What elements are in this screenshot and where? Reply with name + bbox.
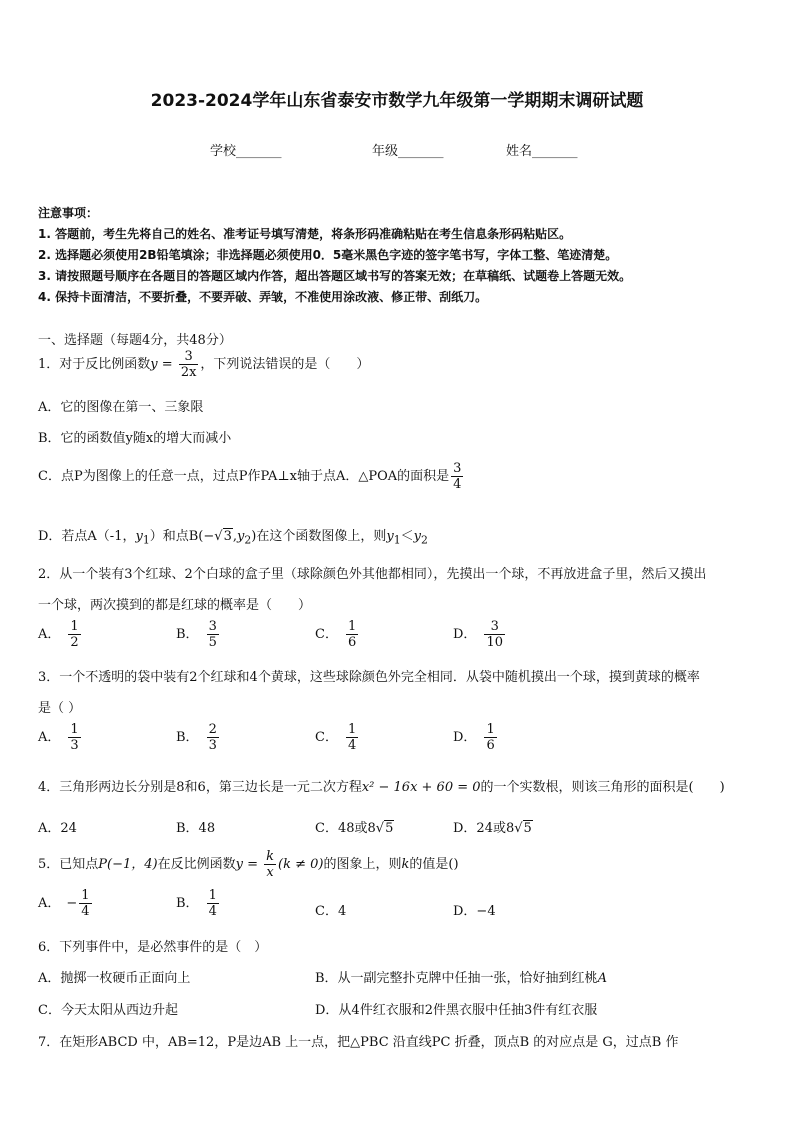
q6-option-c: C．今天太阳从西边升起 (38, 1003, 178, 1018)
q4-option-a: A．24 (38, 821, 77, 836)
q5-fraction (264, 850, 276, 879)
opt-label: A． (38, 627, 61, 643)
q6-option-b (315, 967, 607, 986)
opt-num: 3 (208, 619, 217, 634)
question-7-stem: 7．在矩形ABCD 中，AB=12，P是边AB 上一点，把△PBC 沿直线PC 折叠，顶点B 的对应点是 G，过点B 作 (38, 1035, 679, 1050)
q5-den: x (266, 864, 274, 880)
note-item: 4. 保持卡面清洁，不要折叠，不要弄破、弄皱，不准使用涂改液、修正带、刮纸刀。 (38, 290, 488, 304)
opt-label: B． (176, 730, 199, 746)
q5-point: P(−1，4) (98, 857, 158, 873)
q4-d-rad: 5 (523, 821, 532, 836)
q4-option-d: D．24或8√5 (453, 821, 532, 836)
q4-text: 4．三角形两边长分别是8和6，第三边长是一元二次方程 (38, 780, 362, 795)
opt-num: 1 (70, 619, 79, 634)
opt-fraction (68, 723, 80, 752)
opt-den: 4 (347, 737, 357, 753)
opt-label: D． (453, 627, 477, 643)
opt-den: 6 (486, 737, 495, 753)
q4-c-rad: 5 (385, 821, 394, 836)
q5-mid: 在反比例函数 (157, 857, 236, 873)
q3-option-c (315, 723, 360, 752)
q5-post2: 的值是() (409, 857, 459, 873)
grade-blank: _______ (398, 144, 444, 159)
opt-den: 6 (347, 634, 357, 650)
q1-c-den: 4 (453, 476, 462, 492)
grade-field (372, 140, 444, 159)
q1-text: 1．对于反比例函数 (38, 357, 151, 373)
school-field (210, 140, 282, 159)
q3-option-b (176, 723, 221, 752)
question-2-line2: 一个球，两次摸到的都是红球的概率是（ ） (38, 598, 312, 613)
q1-eq: = (157, 357, 177, 373)
opt-num: 2 (208, 722, 217, 737)
name-blank: _______ (532, 144, 578, 159)
q4-c-text: C．48或8 (315, 821, 376, 836)
opt-den: 3 (70, 737, 79, 753)
opt-fraction (484, 723, 496, 752)
q5-func: y = (235, 857, 263, 873)
opt-label: C． (315, 627, 338, 643)
q1-option-b: B．它的函数值y随x的增大而减小 (38, 431, 232, 446)
question-6-stem: 6．下列事件中，是必然事件的是（ ） (38, 940, 268, 955)
q5-num: k (266, 849, 275, 864)
q1-option-c (38, 462, 465, 491)
question-2-line1: 2．从一个装有3个红球、2个白球的盒子里（球除颜色外其他都相同），先摸出一个球，不再放进盒子里，然后又摸出 (38, 567, 707, 582)
q3-option-d (453, 723, 499, 752)
q1-d-y2: y (237, 529, 245, 544)
opt-num: 1 (347, 722, 357, 737)
q5-cond: (k ≠ 0) (278, 857, 324, 873)
opt-label: B． (176, 627, 199, 643)
opt-num: 1 (81, 888, 90, 903)
q5-option-b (176, 889, 221, 918)
q4-equation: x² − 16x + 60 = 0 (361, 780, 481, 795)
opt-den: 2 (70, 634, 79, 650)
q1-d-comma: , (232, 529, 237, 544)
opt-fraction (79, 889, 91, 918)
opt-fraction (68, 620, 80, 649)
opt-fraction (207, 889, 219, 918)
opt-fraction (346, 723, 358, 752)
opt-den: 4 (208, 903, 217, 919)
opt-label: B． (176, 896, 199, 912)
q1-var: y (150, 357, 158, 373)
q2-option-c (315, 620, 360, 649)
q5-option-a (38, 889, 94, 918)
q1-d-text: D．若点A（-1， (38, 529, 136, 544)
q5-option-d: D．−4 (453, 904, 496, 919)
q1-den: 2x (180, 364, 197, 380)
q1-d-cmp-y2: y (413, 529, 421, 544)
opt-label: D． (453, 730, 477, 746)
q1-fraction (179, 350, 199, 379)
q1-d-y1: y (135, 529, 143, 544)
q1-d-post: )在这个函数图像上，则 (251, 529, 387, 544)
opt-den: 5 (208, 634, 217, 650)
q6-b-var: A (597, 971, 607, 986)
school-label: 学校 (210, 144, 237, 159)
name-field (506, 140, 578, 159)
note-item: 1. 答题前，考生先将自己的姓名、准考证号填写清楚，将条形码准确粘贴在考生信息条形码粘贴区。 (38, 227, 572, 241)
opt-num: 3 (490, 619, 499, 634)
q1-d-cmp-y1: y (386, 529, 394, 544)
opt-fraction (207, 723, 219, 752)
question-3-line2: 是（ ） (38, 701, 82, 716)
q1-d-cmp: ＜ (400, 529, 414, 544)
q1-d-neg: − (203, 529, 215, 544)
opt-den: 10 (486, 634, 503, 650)
question-1-stem (38, 350, 369, 379)
question-3-line1: 3．一个不透明的袋中装有2个红球和4个黄球，这些球除颜色外完全相同．从袋中随机摸出一个球，摸到黄球的概率 (38, 670, 700, 685)
grade-label: 年级 (372, 144, 399, 159)
q1-c-fraction (451, 462, 463, 491)
opt-num: 1 (70, 722, 79, 737)
q5-option-c: C．4 (315, 904, 347, 919)
q1-d-mid: ）和点B( (149, 529, 204, 544)
name-label: 姓名 (506, 144, 533, 159)
opt-label: C． (315, 730, 338, 746)
notes-heading: 注意事项： (38, 206, 99, 220)
opt-fraction (484, 620, 505, 649)
opt-den: 3 (208, 737, 217, 753)
q3-option-a (38, 723, 83, 752)
opt-num: 1 (347, 619, 357, 634)
q1-c-num: 3 (453, 461, 462, 476)
q4-option-b: B．48 (176, 821, 216, 836)
question-5-stem (38, 850, 459, 879)
q5-text: 5．已知点 (38, 857, 99, 873)
q4-post: 的一个实数根，则该三角形的面积是( ) (480, 780, 725, 795)
q4-option-c: C．48或8√5 (315, 821, 394, 836)
opt-label: A． (38, 730, 61, 746)
q1-d-rad: 3 (223, 529, 232, 544)
q1-option-a: A．它的图像在第一、三象限 (38, 400, 204, 415)
opt-fraction (346, 620, 358, 649)
q5-a-sign: − (66, 896, 78, 912)
opt-num: 1 (486, 722, 495, 737)
q2-option-b (176, 620, 221, 649)
q4-d-text: D．24或8 (453, 821, 515, 836)
exam-title: 2023-2024学年山东省泰安市数学九年级第一学期期末调研试题 (150, 91, 644, 111)
q6-b-text: B．从一副完整扑克牌中任抽一张，恰好抽到红桃 (315, 971, 598, 986)
q2-option-a (38, 620, 83, 649)
q5-k: k (401, 857, 410, 873)
section-heading: 一、选择题（每题4分，共48分） (38, 333, 232, 348)
question-4-stem (38, 776, 725, 795)
note-item: 3. 请按照题号顺序在各题目的答题区域内作答，超出答题区域书写的答案无效；在草稿纸、试题卷上答题无效。 (38, 269, 632, 283)
q1-num: 3 (184, 349, 193, 364)
q6-option-a: A．抛掷一枚硬币正面向上 (38, 971, 191, 986)
q1-option-d: D．若点A（-1，$y_1$）和点$B(-√3,y_2)$在这个函数图像上，则$y_1<y_2$ (38, 529, 428, 547)
opt-den: 4 (81, 903, 90, 919)
note-item: 2. 选择题必须使用2B铅笔填涂；非选择题必须使用0．5毫米黑色字迹的签字笔书写，字体工整、笔迹清楚。 (38, 248, 618, 262)
opt-label: A． (38, 896, 61, 912)
opt-num: 1 (208, 888, 217, 903)
opt-fraction (207, 620, 219, 649)
q6-option-d: D．从4件红衣服和2件黑衣服中任抽3件有红衣服 (315, 1003, 598, 1018)
q2-option-d (453, 620, 507, 649)
q5-post: 的图象上，则 (323, 857, 402, 873)
q1-c-text: C．点P为图像上的任意一点，过点P作PA⊥x轴于点A．△POA的面积是 (38, 469, 450, 485)
school-blank: _______ (236, 144, 282, 159)
q1-post: ，下列说法错误的是（ ） (200, 357, 370, 373)
